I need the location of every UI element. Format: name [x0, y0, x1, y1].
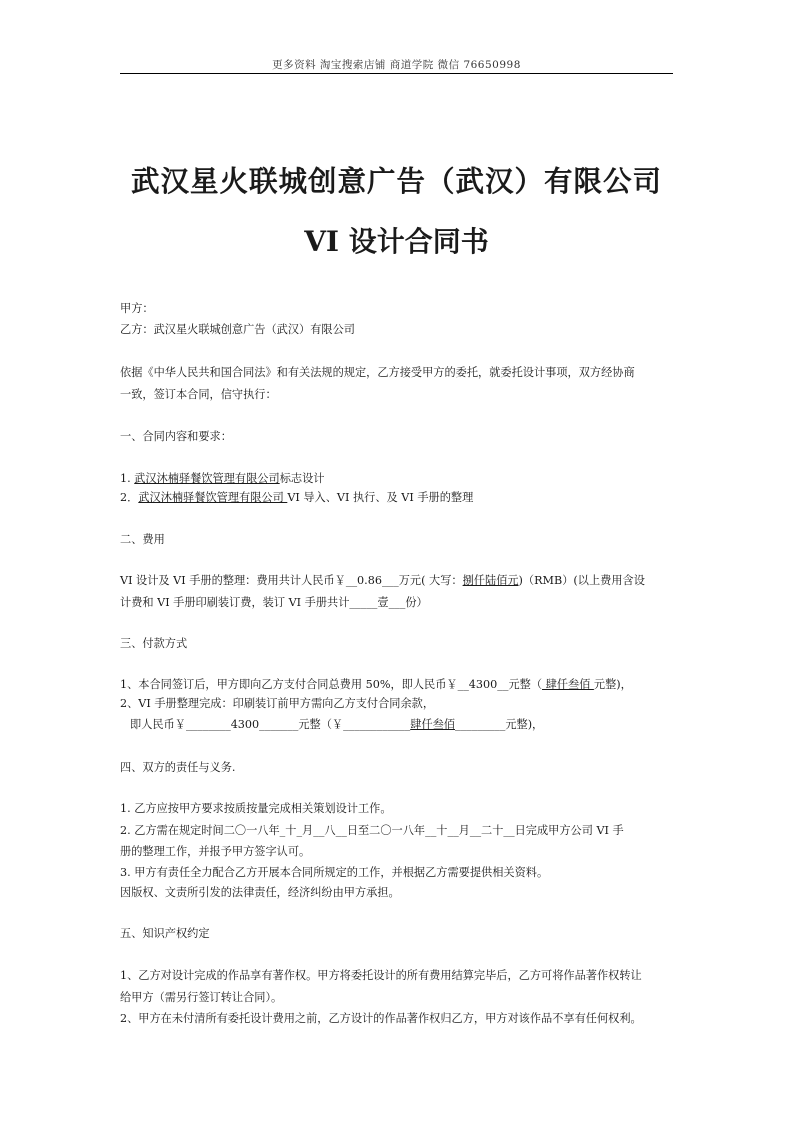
document-subtitle: VI 设计合同书: [304, 225, 489, 258]
item1-suffix: 标志设计: [279, 472, 325, 485]
payment1-amount-words: 肆仟叁佰: [542, 678, 594, 691]
duty-item2-line1: 2. 乙方需在规定时间二〇一八年_十_月__八__日至二〇一八年__十__月__二十__日完成甲方公司 VI 手: [120, 824, 624, 837]
ip-item2: 2、甲方在未付清所有委托设计费用之前，乙方设计的作品著作权归乙方，甲方对该作品不享有任何权利。: [120, 1012, 642, 1025]
payment-line3: [130, 718, 543, 732]
item2-prefix: 2．: [120, 491, 139, 504]
section3-heading: 三、付款方式: [120, 637, 188, 650]
payment-line2: 2、VI 手册整理完成：印刷装订前甲方需向乙方支付合同余款，: [120, 697, 435, 710]
item1-prefix: 1.: [120, 472, 135, 485]
section1-item1: [120, 472, 324, 486]
party-a: 甲方：: [120, 302, 154, 315]
item2-company: 武汉沐楠驿餐饮管理有限公司: [138, 491, 288, 504]
fee-text-a: VI 设计及 VI 手册的整理：费用共计人民币￥__0.86___万元( 大写：: [120, 574, 463, 587]
payment1-text-a: 1、本合同签订后，甲方即向乙方支付合同总费用 50%，即人民币￥__4300__元整（: [120, 678, 543, 691]
duty-item3: 3. 甲方有责任全力配合乙方开展本合同所规定的工作，并根据乙方需要提供相关资料。: [120, 866, 549, 879]
item1-company: 武汉沐楠驿餐饮管理有限公司: [134, 472, 280, 485]
fee-amount-words: 捌仟陆佰元: [462, 574, 519, 587]
payment1-text-c: 元整)，: [593, 678, 632, 691]
section4-heading: 四、双方的责任与义务.: [120, 761, 236, 774]
page-header: 更多资料 淘宝搜索店铺 商道学院 微信 76650998: [272, 59, 521, 71]
ip-item1-line1: 1、乙方对设计完成的作品享有著作权。甲方将委托设计的所有费用结算完毕后，乙方可将作品著作权转让: [120, 969, 642, 982]
section1-item2: [120, 491, 473, 505]
fee-line2: 计费和 VI 手册印刷装订费，装订 VI 手册共计_____壹___份）: [120, 596, 428, 609]
duty-item1: 1. 乙方应按甲方要求按质按量完成相关策划设计工作。: [120, 802, 392, 815]
duty-note: 因版权、文责所引发的法律责任，经济纠纷由甲方承担。: [120, 886, 400, 899]
payment-line1: [120, 678, 632, 692]
ip-item1-line2: 给甲方（需另行签订转让合同）。: [120, 991, 283, 1004]
item2-suffix: VI 导入、VI 执行、及 VI 手册的整理: [287, 491, 474, 504]
section5-heading: 五、知识产权约定: [120, 927, 210, 940]
preamble-line1: 依据《中华人民共和国合同法》和有关法规的规定，乙方接受甲方的委托，就委托设计事项，双方经协商: [120, 366, 635, 379]
preamble-line2: 一致，签订本合同，信守执行：: [120, 388, 277, 401]
fee-text-c: )（RMB）(以上费用含设: [518, 574, 645, 587]
party-b: 乙方：武汉星火联城创意广告（武汉）有限公司: [120, 323, 355, 336]
payment2-text-a: 即人民币￥________4300_______元整（￥____________: [130, 718, 411, 731]
section1-heading: 一、合同内容和要求：: [120, 430, 232, 443]
duty-item2-line2: 册的整理工作，并报予甲方签字认可。: [120, 845, 311, 858]
payment2-text-c: _________元整)，: [454, 718, 544, 731]
document-title: 武汉星火联城创意广告（武汉）有限公司: [130, 164, 662, 198]
fee-line1: [120, 574, 645, 588]
payment2-amount-words: 肆仟叁佰: [410, 718, 455, 731]
section2-heading: 二、费用: [120, 533, 165, 546]
header-rule: [120, 73, 673, 74]
